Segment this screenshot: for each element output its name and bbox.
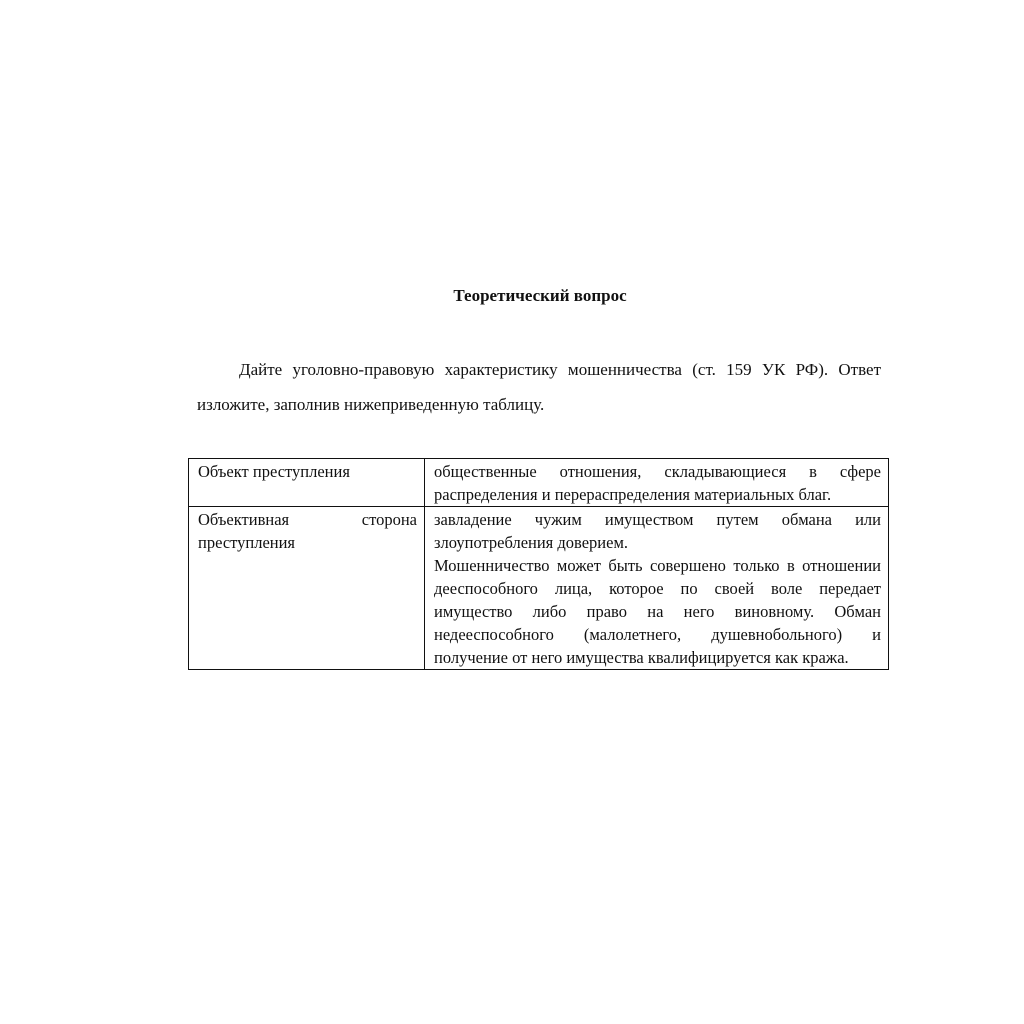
table-row bbox=[189, 459, 889, 507]
row-label-object: Объект преступления bbox=[189, 459, 425, 507]
page-title: Теоретический вопрос bbox=[453, 286, 627, 305]
object-description: общественные отношения, складывающиеся в сфере распределения и перераспределения материальных благ. bbox=[434, 462, 881, 504]
task-paragraph: Дайте уголовно-правовую характеристику мошенничества (ст. 159 УК РФ). Ответ изложите, заполнив нижеприведенную таблицу. bbox=[197, 360, 881, 414]
row-label-objective-side: Объективная сторона преступления bbox=[189, 507, 425, 670]
objective-side-details: Мошенничество может быть совершено только в отношении дееспособного лица, которое по своей воле передает имущество либо право на него виновному. Обман недееспособного (малолетнего, душевнобольного) и получение от него имущества квалифицируется как кража. bbox=[434, 556, 881, 667]
objective-side-definition: завладение чужим имуществом путем обмана или злоупотребления доверием. bbox=[434, 510, 881, 552]
row-value-object bbox=[425, 459, 889, 507]
answer-table bbox=[188, 458, 889, 670]
row-value-objective-side bbox=[425, 507, 889, 670]
table-row bbox=[189, 507, 889, 670]
